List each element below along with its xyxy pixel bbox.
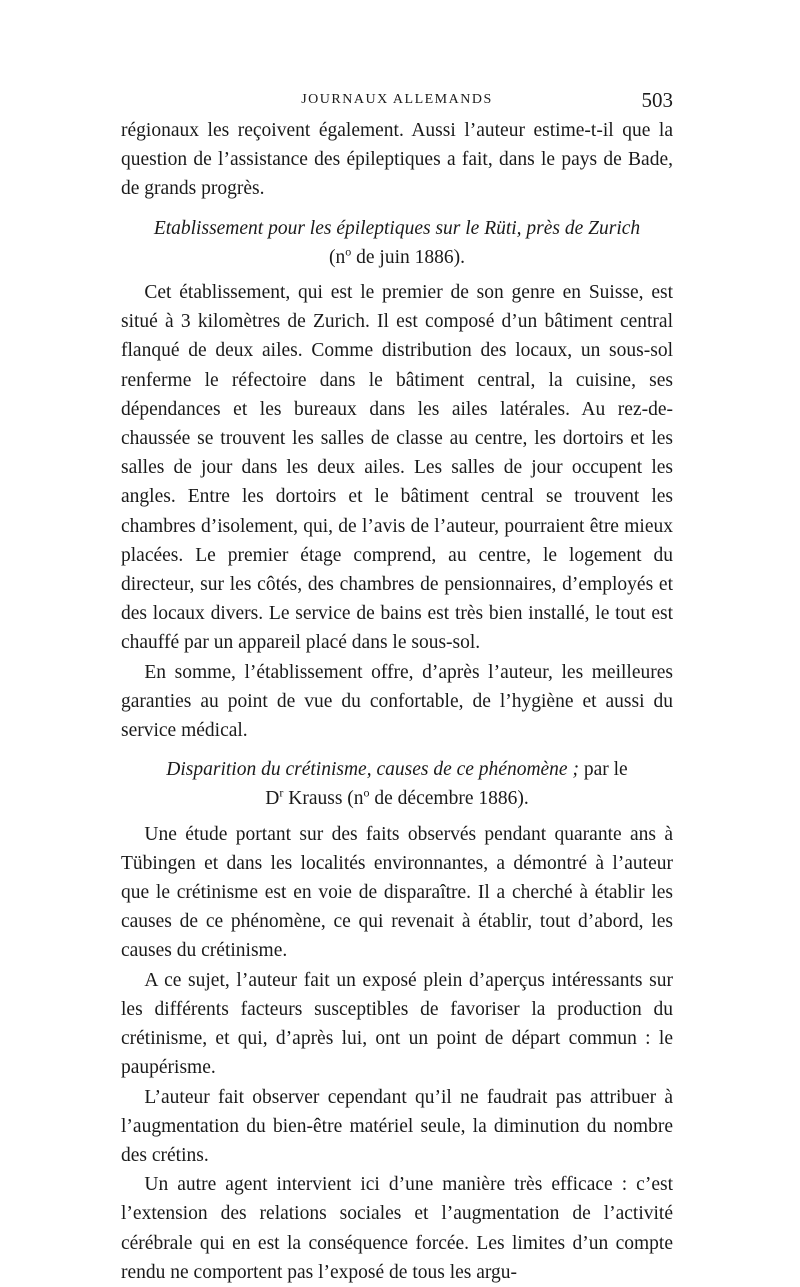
paragraph-etude: Une étude portant sur des faits observés pendant quarante ans à Tübingen et dans les localités environnantes, a démontré à l’auteur que le crétinisme est en voie de disparaître. Il a cherché à établir les causes de ce phénomène, ce qui revenait à établir, tout d’abord, les causes du crétinisme. [121,823,673,962]
heading-dr-sup: r [279,785,284,800]
section-heading-ruti [121,214,673,272]
body-text [121,116,673,1287]
intro-paragraph: régionaux les reçoivent également. Aussi l’auteur estime-t-il que la question de l’assistance des épileptiques a fait, dans le pays de Bade, de grands progrès. [121,120,673,200]
heading-author-prefix: Krauss (n [283,788,364,810]
heading-title-cretinisme: Disparition du crétinisme, causes de ce phénomène ; [166,759,579,781]
paragraph-observation: L’auteur fait observer cependant qu’il ne faudrait pas attribuer à l’augmentation du bien-être matériel seule, la diminution du nombre des crétins. [121,1086,673,1166]
heading-dr: D [265,788,280,810]
book-page [121,88,673,1287]
running-header [121,88,673,116]
heading-by: par le [578,759,628,781]
page-number: 503 [641,88,673,112]
paragraph-sujet: A ce sujet, l’auteur fait un exposé plein d’aperçus intéressants sur les différents facteurs susceptibles de favoriser la production du crétinisme, et qui, d’après lui, ont un point de départ commun : le paupérisme. [121,969,673,1079]
section-heading-cretinisme [121,755,673,813]
heading-date-sup: o [345,244,352,259]
heading-no-sup: o [363,785,370,800]
running-title: JOURNAUX ALLEMANDS [301,92,493,107]
heading-date-ruti: de juin 1886). [351,246,465,268]
paragraph-ruti-description: Cet établissement, qui est le premier de son genre en Suisse, est situé à 3 kilomètres de Zurich. Il est composé d’un bâtiment central flanqué de deux ailes. Comme distribution des locaux, un sous-sol renferme le réfectoire dans le bâtiment central, la cuisine, ses dépendances et les bureaux dans les ailes latérales. Au rez-de-chaussée se trouvent les salles de classe au centre, les dortoirs et les salles de jour dans les deux ailes. Les salles de jour occupent les angles. Entre les dortoirs et le bâtiment central se trouvent les chambres d’isolement, qui, de l’avis de l’auteur, pourraient être mieux placées. Le premier étage comprend, au centre, le logement du directeur, sur les côtés, des chambres de pensionnaires, d’employés et des locaux divers. Le service de bains est très bien installé, le tout est chauffé par un appareil placé dans le sous-sol. [121,282,673,654]
paragraph-ruti-summary: En somme, l’établissement offre, d’après l’auteur, les meilleures garanties au point de vue du confortable, de l’hygiène et aussi du service médical. [121,661,673,742]
heading-title-ruti: Etablissement pour les épileptiques sur le Rüti, près de Zurich [153,217,641,239]
heading-date-cretinisme: de décembre 1886). [369,788,529,810]
paragraph-autre-agent: Un autre agent intervient ici d’une manière très efficace : c’est l’extension des relations sociales et l’augmentation de l’activité cérébrale qui en est la conséquence forcée. Les limites d’un compte rendu ne comportent pas l’exposé de tous les argu- [121,1174,673,1283]
heading-date-prefix: (n [329,246,346,268]
